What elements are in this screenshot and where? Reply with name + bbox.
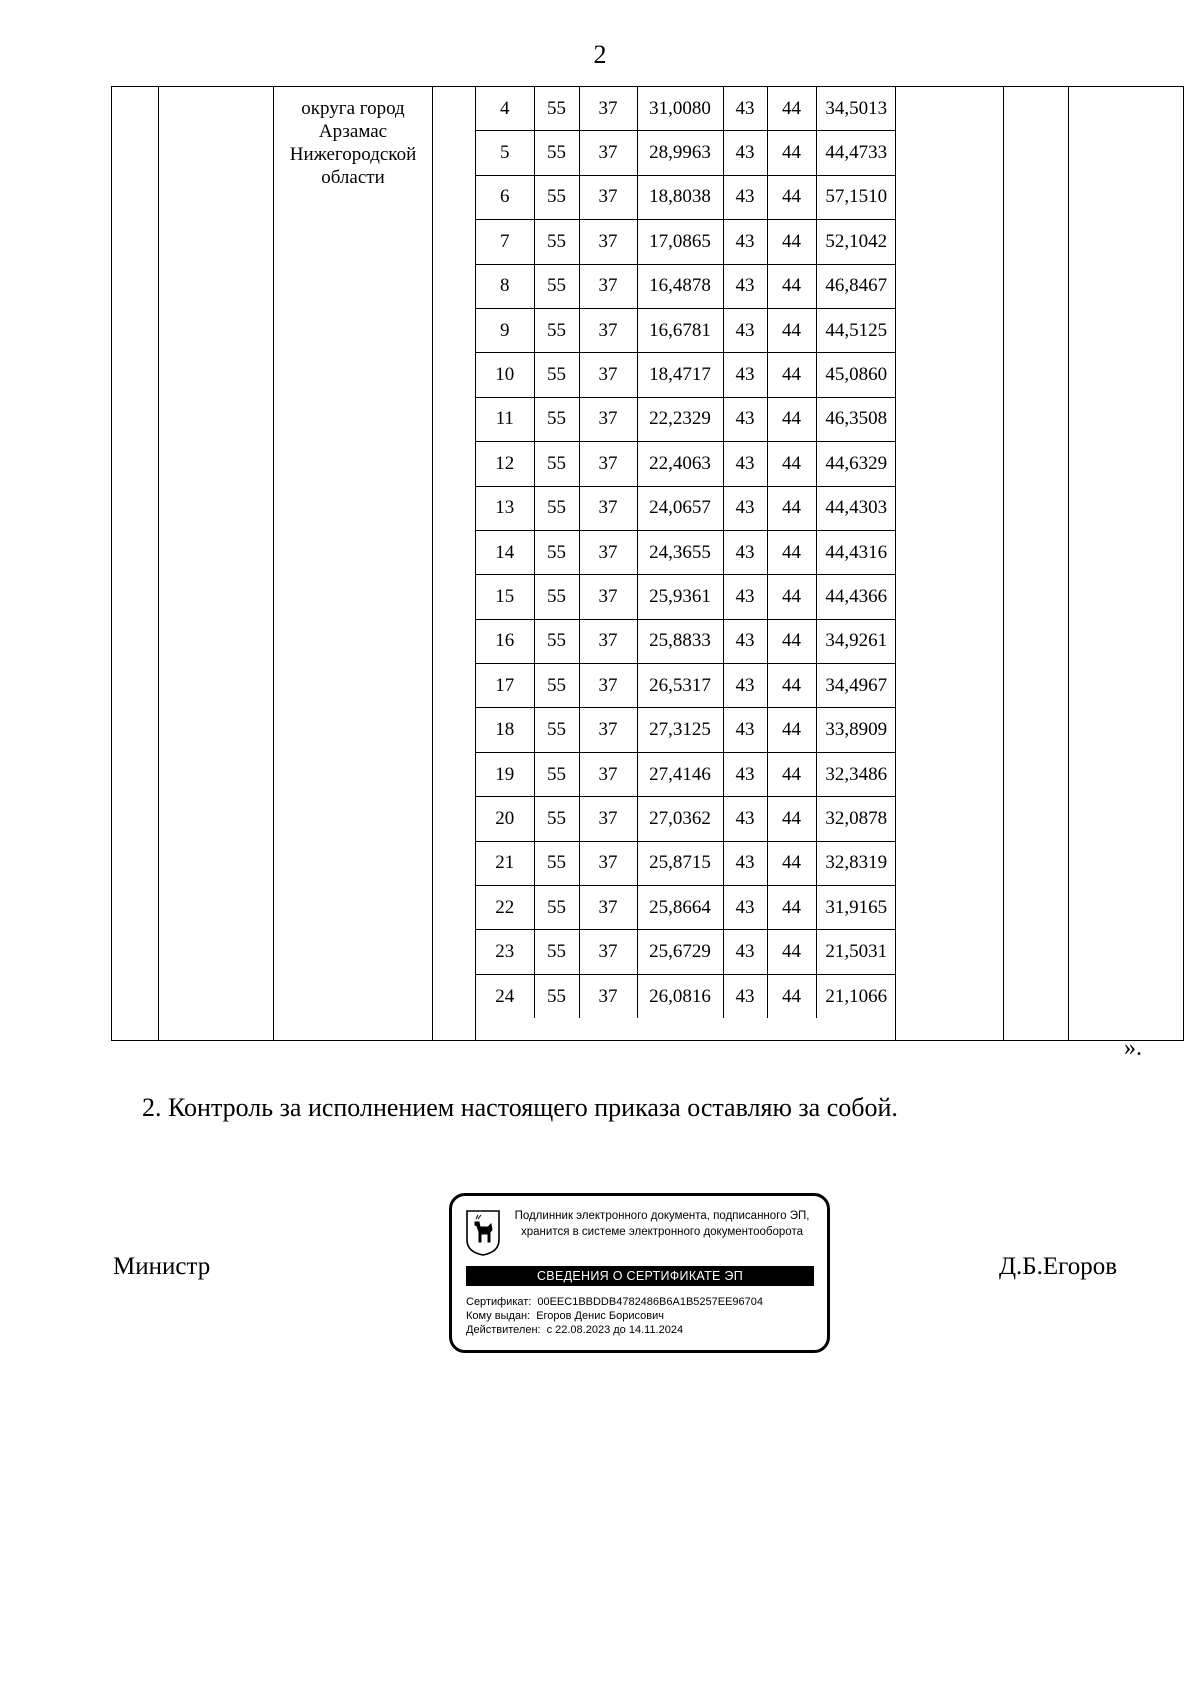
- stamp-notice: [502, 1208, 822, 1240]
- table-cell: 15: [476, 575, 534, 619]
- table-row: [476, 353, 896, 397]
- table-cell: 16,4878: [637, 264, 723, 308]
- table-cell: 9: [476, 308, 534, 352]
- table-cell: 37: [579, 308, 637, 352]
- table-cell: 21: [476, 841, 534, 885]
- table-row: [476, 486, 896, 530]
- table-cell: 55: [534, 797, 579, 841]
- table-cell: 37: [579, 486, 637, 530]
- table-cell: 44,6329: [816, 442, 896, 486]
- table-row: [476, 530, 896, 574]
- table-cell: 44: [767, 930, 816, 974]
- table-row: [476, 974, 896, 1018]
- signatory-name: Д.Б.Егоров: [999, 1253, 1118, 1280]
- table-cell: 4: [476, 87, 534, 131]
- table-cell: 44,4316: [816, 530, 896, 574]
- table-cell: 44: [767, 575, 816, 619]
- certificate-label: Сертификат:: [466, 1296, 532, 1308]
- table-cell: 55: [534, 619, 579, 663]
- table-cell: 44,4733: [816, 131, 896, 175]
- table-cell: 55: [534, 486, 579, 530]
- table-cell: 55: [534, 664, 579, 708]
- municipality-line: округа город: [301, 98, 405, 119]
- table-cell: 18,8038: [637, 175, 723, 219]
- table-cell: 34,4967: [816, 664, 896, 708]
- table-cell: 22,4063: [637, 442, 723, 486]
- table-cell: 46,3508: [816, 397, 896, 441]
- table-cell: 7: [476, 220, 534, 264]
- table-cell: 12: [476, 442, 534, 486]
- table-row: [476, 87, 896, 131]
- table-cell: 44: [767, 619, 816, 663]
- table-cell-empty-2: [159, 87, 274, 1041]
- table-row: [476, 442, 896, 486]
- table-cell: 44: [767, 974, 816, 1018]
- table-cell: 25,6729: [637, 930, 723, 974]
- table-cell: 44: [767, 530, 816, 574]
- table-cell: 43: [723, 442, 767, 486]
- table-cell: 21,1066: [825, 985, 888, 1007]
- table-cell: 44: [767, 664, 816, 708]
- table-cell: 43: [723, 530, 767, 574]
- table-cell: 55: [534, 353, 579, 397]
- table-cell: 32,3486: [816, 752, 896, 796]
- table-cell-empty-4: [433, 87, 476, 1041]
- stamp-valid-row: [466, 1323, 763, 1337]
- electronic-signature-stamp: [449, 1193, 830, 1353]
- table-cell: 43: [723, 664, 767, 708]
- table-cell: 6: [476, 175, 534, 219]
- table-cell: 55: [534, 886, 579, 930]
- table-cell: 22,2329: [637, 397, 723, 441]
- issued-value: Егоров Денис Борисович: [536, 1310, 664, 1322]
- table-cell: 37: [579, 175, 637, 219]
- table-cell: 14: [476, 530, 534, 574]
- table-cell: 43: [723, 87, 767, 131]
- table-cell: 44: [767, 797, 816, 841]
- table-row: [476, 397, 896, 441]
- table-cell: 10: [476, 353, 534, 397]
- table-cell: 26,5317: [637, 664, 723, 708]
- table-cell: 55: [534, 974, 579, 1018]
- coordinates-table: [476, 87, 896, 1018]
- table-cell: 44: [767, 220, 816, 264]
- table-cell-empty-6: [896, 87, 1004, 1041]
- table-cell: 37: [579, 752, 637, 796]
- table-cell: 34,5013: [816, 87, 896, 131]
- issued-label: Кому выдан:: [466, 1310, 531, 1322]
- table-row: [476, 797, 896, 841]
- table-row: [476, 175, 896, 219]
- municipality-line: области: [321, 167, 385, 188]
- table-cell: 43: [723, 974, 767, 1018]
- table-cell: 27,0362: [637, 797, 723, 841]
- table-cell: 55: [534, 220, 579, 264]
- table-cell: 44,5125: [816, 308, 896, 352]
- table-cell: 55: [534, 308, 579, 352]
- table-cell: 24: [476, 974, 534, 1018]
- table-row: [476, 886, 896, 930]
- stamp-details: [466, 1295, 763, 1337]
- table-cell: 37: [579, 708, 637, 752]
- table-cell: 44: [767, 131, 816, 175]
- table-cell: 44: [767, 442, 816, 486]
- table-cell: 34,9261: [816, 619, 896, 663]
- table-cell: 44: [767, 486, 816, 530]
- table-cell: 37: [579, 575, 637, 619]
- table-cell: 16: [476, 619, 534, 663]
- table-cell: 27,4146: [637, 752, 723, 796]
- table-cell: 55: [534, 530, 579, 574]
- table-cell: 5: [476, 131, 534, 175]
- table-cell: 37: [579, 974, 637, 1018]
- stamp-certificate-row: [466, 1295, 763, 1309]
- table-cell: 32,0878: [816, 797, 896, 841]
- table-row: [476, 708, 896, 752]
- table-cell: 43: [723, 575, 767, 619]
- table-cell: 37: [579, 397, 637, 441]
- table-cell: 55: [534, 841, 579, 885]
- table-cell: 33,8909: [816, 708, 896, 752]
- coordinates-cell: [476, 87, 896, 1041]
- table-cell: 55: [534, 575, 579, 619]
- table-cell: 37: [579, 797, 637, 841]
- deer-emblem-icon: [466, 1210, 500, 1256]
- table-cell: 44: [767, 752, 816, 796]
- table-cell: 55: [534, 175, 579, 219]
- table-cell-empty-7: [1004, 87, 1069, 1041]
- table-row: [476, 220, 896, 264]
- table-row: [476, 930, 896, 974]
- table-cell: 22: [476, 886, 534, 930]
- table-cell: 25,8833: [637, 619, 723, 663]
- table-cell: 20: [476, 797, 534, 841]
- certificate-value: 00EEC1BBDDB4782486B6A1B5257EE96704: [537, 1296, 764, 1308]
- table-cell: 43: [723, 619, 767, 663]
- table-cell: 11: [476, 397, 534, 441]
- table-cell-empty-8: [1069, 87, 1184, 1041]
- table-cell: 43: [723, 886, 767, 930]
- table-cell: 44: [767, 841, 816, 885]
- table-cell: 37: [579, 220, 637, 264]
- table-cell: 17,0865: [637, 220, 723, 264]
- table-cell: 19: [476, 752, 534, 796]
- table-cell: 37: [579, 841, 637, 885]
- table-cell: 55: [534, 264, 579, 308]
- table-cell: 16,6781: [637, 308, 723, 352]
- table-cell: 25,8664: [637, 886, 723, 930]
- table-cell: 45,0860: [816, 353, 896, 397]
- table-cell: 25,9361: [637, 575, 723, 619]
- table-cell: 8: [476, 264, 534, 308]
- stamp-notice-line: Подлинник электронного документа, подписанного ЭП,: [514, 1210, 810, 1222]
- table-cell: 26,0816: [637, 974, 723, 1018]
- table-cell: 46,8467: [816, 264, 896, 308]
- table-row: [476, 752, 896, 796]
- table-cell: 44: [767, 175, 816, 219]
- table-row: [476, 664, 896, 708]
- table-row: [476, 619, 896, 663]
- table-row: [476, 264, 896, 308]
- municipality-name: [274, 87, 433, 1041]
- table-cell: 37: [579, 87, 637, 131]
- table-cell: 37: [579, 353, 637, 397]
- table-cell: 44: [767, 264, 816, 308]
- table-cell: 37: [579, 530, 637, 574]
- table-cell: 31,9165: [816, 886, 896, 930]
- table-cell: 37: [579, 930, 637, 974]
- signatory-role: Министр: [113, 1253, 211, 1280]
- municipality-line: Нижегородской: [289, 144, 417, 165]
- table-cell: 27,3125: [637, 708, 723, 752]
- table-cell: 55: [534, 708, 579, 752]
- page-number: 2: [593, 40, 607, 69]
- table-cell: 18: [476, 708, 534, 752]
- table-cell: 55: [534, 87, 579, 131]
- table-cell: 37: [579, 619, 637, 663]
- table-cell: 43: [723, 353, 767, 397]
- table-cell: 52,1042: [816, 220, 896, 264]
- table-cell: 44: [767, 397, 816, 441]
- table-cell: 17: [476, 664, 534, 708]
- table-cell: 55: [534, 442, 579, 486]
- table-cell: 18,4717: [637, 353, 723, 397]
- table-cell: 43: [723, 708, 767, 752]
- table-cell: 25,8715: [637, 841, 723, 885]
- table-cell: 43: [723, 308, 767, 352]
- table-cell: 44: [767, 308, 816, 352]
- table-cell: 44: [767, 886, 816, 930]
- table-cell: 55: [534, 930, 579, 974]
- valid-value: с 22.08.2023 до 14.11.2024: [546, 1324, 684, 1336]
- table-cell: 24,3655: [637, 530, 723, 574]
- table-cell: 43: [723, 397, 767, 441]
- table-cell: 43: [723, 264, 767, 308]
- table-row: [476, 131, 896, 175]
- table-cell: 24,0657: [637, 486, 723, 530]
- table-cell: 43: [723, 930, 767, 974]
- table-cell: 43: [723, 752, 767, 796]
- table-cell: 43: [723, 841, 767, 885]
- table-cell: 37: [579, 886, 637, 930]
- valid-label: Действителен:: [466, 1324, 541, 1336]
- table-cell: 43: [723, 486, 767, 530]
- stamp-header: СВЕДЕНИЯ О СЕРТИФИКАТЕ ЭП: [466, 1266, 814, 1286]
- table-cell-empty-1: [112, 87, 159, 1041]
- clause-2: 2. Контроль за исполнением настоящего приказа оставляю за собой.: [142, 1093, 898, 1122]
- table-cell: 37: [579, 442, 637, 486]
- table-cell: 43: [723, 131, 767, 175]
- table-cell: 57,1510: [816, 175, 896, 219]
- table-cell: 55: [534, 131, 579, 175]
- closing-quote: ».: [1124, 1035, 1142, 1061]
- table-row: [476, 841, 896, 885]
- stamp-notice-line: хранится в системе электронного документооборота: [521, 1226, 803, 1238]
- table-cell: 13: [476, 486, 534, 530]
- table-cell: 32,8319: [816, 841, 896, 885]
- table-row: [476, 308, 896, 352]
- data-table: [111, 86, 1184, 1041]
- table-cell: 37: [579, 264, 637, 308]
- table-cell: 44,4303: [816, 486, 896, 530]
- stamp-issued-row: [466, 1309, 763, 1323]
- table-cell: 43: [723, 797, 767, 841]
- table-row: [476, 575, 896, 619]
- table-cell: 44: [767, 87, 816, 131]
- table-cell: 43: [723, 175, 767, 219]
- table-cell: 28,9963: [637, 131, 723, 175]
- table-cell: 21,5031: [816, 930, 896, 974]
- table-cell: 44,4366: [816, 575, 896, 619]
- table-cell: 37: [579, 664, 637, 708]
- table-cell: 23: [476, 930, 534, 974]
- table-cell: 37: [579, 131, 637, 175]
- table-cell: 55: [534, 397, 579, 441]
- municipality-line: Арзамас: [318, 121, 388, 142]
- table-cell: 44: [767, 353, 816, 397]
- table-cell: 31,0080: [637, 87, 723, 131]
- table-cell: 44: [767, 708, 816, 752]
- table-cell: 43: [723, 220, 767, 264]
- table-cell: 55: [534, 752, 579, 796]
